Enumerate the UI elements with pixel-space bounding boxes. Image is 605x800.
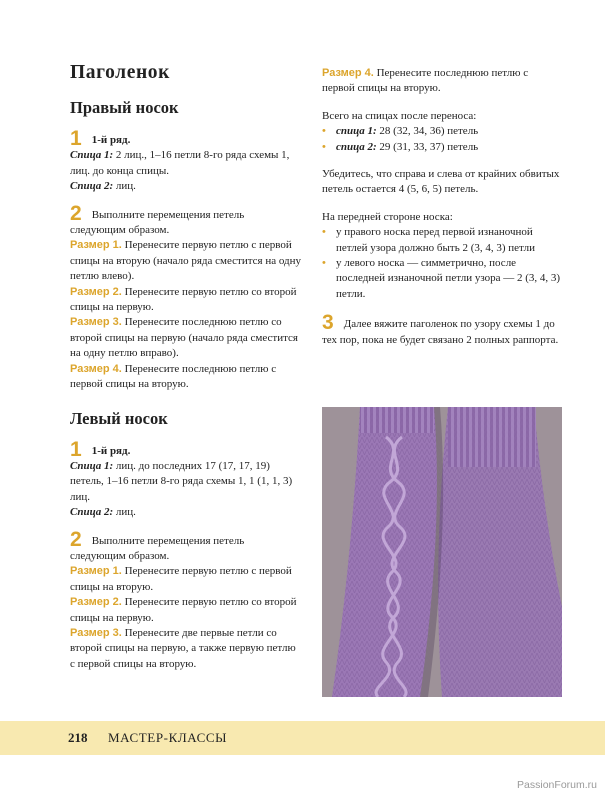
size-paragraph (70, 595, 302, 626)
right-column (322, 66, 562, 348)
front-intro: На передней стороне носка: (322, 210, 453, 223)
size-label: Размер 4. (322, 67, 374, 79)
left-sock-step-2 (70, 527, 302, 673)
size-label: Размер 1. (70, 239, 122, 252)
check-paragraph: Убедитесь, что справа и слева от крайних обвитых петель остается 4 (5, 6, 5) петель. (322, 168, 560, 196)
size-text: Перенесите последнюю петлю со второй спицы на первую (начало ряда сместится на одну петлю вправо). (70, 316, 298, 360)
list-item (322, 124, 562, 139)
list-item (322, 225, 562, 256)
step-number: 2 (70, 201, 82, 225)
size-text: Перенесите первую петлю со второй спицы на первую. (70, 285, 297, 314)
needle-label: Спица 1: (70, 459, 114, 472)
needle-text: лиц. до последних 17 (17, 17, 19) петель, 1–16 петли 8-го ряда схемы 1, 1 (1, 1, 3) лиц. (70, 459, 293, 503)
socks-illustration (322, 407, 562, 697)
size-label: Размер 1. (70, 565, 122, 578)
page-number: 218 (68, 730, 88, 745)
section-name: МАСТЕР-КЛАССЫ (108, 730, 228, 745)
left-sock-heading: Левый носок (70, 408, 168, 428)
needle-text: 2 лиц., 1–16 петли 8-го ряда схемы 1, лиц. до конца спицы. (70, 149, 290, 177)
needle-text: 28 (32, 34, 36) петель (376, 125, 479, 138)
step-number: 1 (70, 127, 82, 150)
bullet-icon: • (322, 257, 326, 270)
needle-label: Спица 1: (70, 149, 114, 162)
step-3 (322, 311, 562, 348)
size-label: Размер 3. (70, 626, 122, 639)
size-text: Перенесите последнюю петлю с первой спицы на вторую. (322, 67, 529, 95)
needle-text: 29 (31, 33, 37) петель (376, 140, 479, 153)
bullet-icon: • (322, 140, 326, 153)
totals-intro: Всего на спицах после переноса: (322, 109, 477, 122)
step-text: Далее вяжите паголенок по узору схемы 1 до тех пор, пока не будет связано 2 полных раппорта. (322, 318, 559, 346)
bullet-icon: • (322, 226, 326, 239)
list-item-text: у правого носка перед первой изнаночной петлей узора должно быть 2 (3, 4, 3) петли (336, 226, 535, 254)
size-paragraph (70, 626, 302, 672)
step-number: 1 (70, 437, 82, 461)
needle-text: лиц. (113, 180, 136, 193)
step-intro: Выполните перемещения петель следующим образом. (70, 208, 245, 237)
right-sock-heading: Правый носок (70, 98, 179, 117)
size-paragraph (70, 362, 302, 393)
size-label: Размер 2. (70, 596, 122, 609)
row-label: 1-й ряд. (91, 444, 131, 457)
section-title: Паголенок (70, 62, 170, 83)
bullet-icon: • (322, 125, 326, 138)
needle-label: спица 2: (336, 140, 377, 153)
size-text: Перенесите первую петлю с первой спицы на вторую (начало ряда сместится на одну петлю влево). (70, 239, 302, 283)
size-text: Перенесите первую петлю со второй спицы на первую. (70, 596, 297, 624)
size-label: Размер 3. (70, 316, 122, 329)
size-text: Перенесите две первые петли со второй спицы на первую, а также первую петлю с первой спицы на вторую. (70, 626, 296, 670)
list-item (322, 256, 562, 302)
list-item (322, 140, 562, 155)
front-list (322, 225, 562, 302)
totals-list (322, 124, 562, 155)
size-paragraph (70, 564, 302, 595)
row-label: 1-й ряд. (91, 134, 131, 146)
needle-label: Спица 2: (70, 506, 114, 519)
needle-label: Спица 2: (70, 180, 114, 193)
size-text: Перенесите первую петлю с первой спицы на вторую. (70, 565, 292, 593)
size-label: Размер 2. (70, 285, 122, 298)
list-item-text: у левого носка — симметрично, после последней изнаночной петли узора — 2 (3, 4, 3) петли. (336, 257, 561, 300)
knitted-socks-photo (322, 407, 562, 697)
size-paragraph (322, 66, 562, 97)
right-sock-step-1 (70, 127, 302, 195)
left-sock-step-1 (70, 437, 302, 521)
page-footer (0, 721, 605, 755)
size-paragraph (70, 285, 302, 316)
size-paragraph (70, 315, 302, 361)
step-number: 2 (70, 527, 82, 551)
size-text: Перенесите последнюю петлю с первой спицы на вторую. (70, 362, 277, 391)
needle-text: лиц. (113, 506, 136, 519)
needle-label: спица 1: (336, 125, 377, 138)
step-number: 3 (322, 311, 334, 335)
left-column (70, 62, 302, 682)
right-sock-step-2 (70, 201, 302, 393)
watermark: PassionForum.ru (517, 779, 597, 791)
size-label: Размер 4. (70, 362, 122, 375)
step-intro: Выполните перемещения петель следующим образом. (70, 534, 245, 562)
size-paragraph (70, 238, 302, 284)
